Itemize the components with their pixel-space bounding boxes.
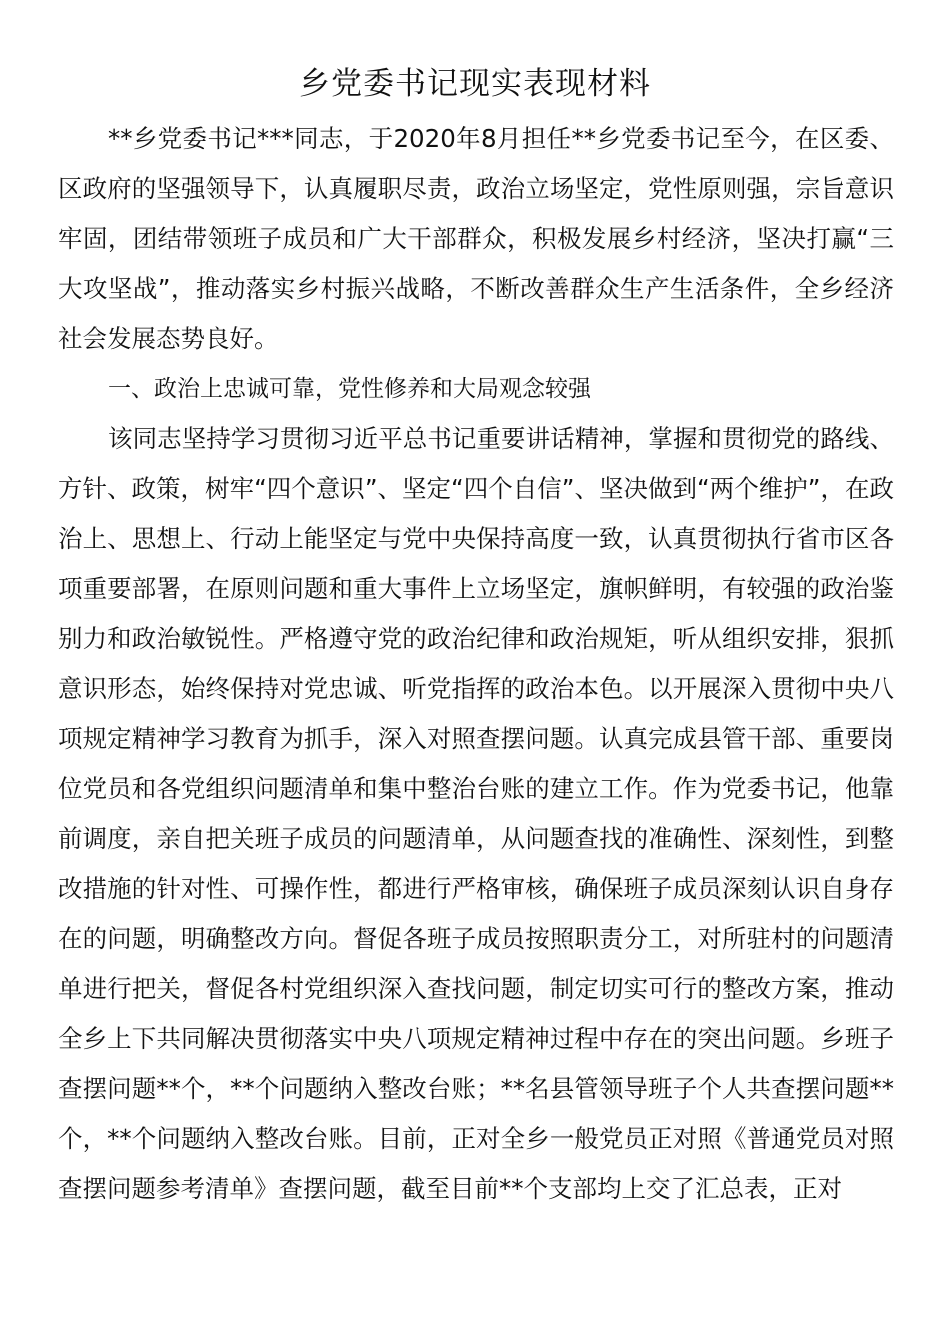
intro-paragraph: **乡党委书记***同志，于2020年8月担任**乡党委书记至今，在区委、区政府的坚强领导下，认真履职尽责，政治立场坚定，党性原则强，宗旨意识牢固，团结带领班子成员和广大干部群众，积极发展乡村经济，坚决打赢“三大攻坚战”，推动落实乡村振兴战略，不断改善群众生产生活条件，全乡经济社会发展态势良好。 (58, 124, 894, 353)
section-body-paragraph: 该同志坚持学习贯彻习近平总书记重要讲话精神，掌握和贯彻党的路线、方针、政策，树牢“四个意识”、坚定“四个自信”、坚决做到“两个维护”，在政治上、思想上、行动上能坚定与党中央保持高度一致，认真贯彻执行省市区各项重要部署，在原则问题和重大事件上立场坚定，旗帜鲜明，有较强的政治鉴别力和政治敏锐性。严格遵守党的政治纪律和政治规矩，听从组织安排，狠抓意识形态，始终保持对党忠诚、听党指挥的政治本色。以开展深入贯彻中央八项规定精神学习教育为抓手，深入对照查摆问题。认真完成县管干部、重要岗位党员和各党组织问题清单和集中整治台账的建立工作。作为党委书记，他靠前调度，亲自把关班子成员的问题清单，从问题查找的准确性、深刻性，到整改措施的针对性、可操作性，都进行严格审核，确保班子成员深刻认识自身存在的问题，明确整改方向。督促各班子成员按照职责分工，对所驻村的问题清单进行把关，督促各村党组织深入查找问题，制定切实可行的整改方案，推动全乡上下共同解决贯彻落实中央八项规定精神过程中存在的突出问题。乡班子查摆问题**个，**个问题纳入整改台账；**名县管领导班子个人共查摆问题**个，**个问题纳入整改台账。目前，正对全乡一般党员正对照《普通党员对照查摆问题参考清单》查摆问题，截至目前**个支部均上交了汇总表，正对 (58, 424, 894, 1203)
section-heading: 一、政治上忠诚可靠，党性修养和大局观念较强 (108, 376, 591, 402)
document-body (58, 114, 894, 1214)
document-title: 乡党委书记现实表现材料 (299, 66, 651, 102)
